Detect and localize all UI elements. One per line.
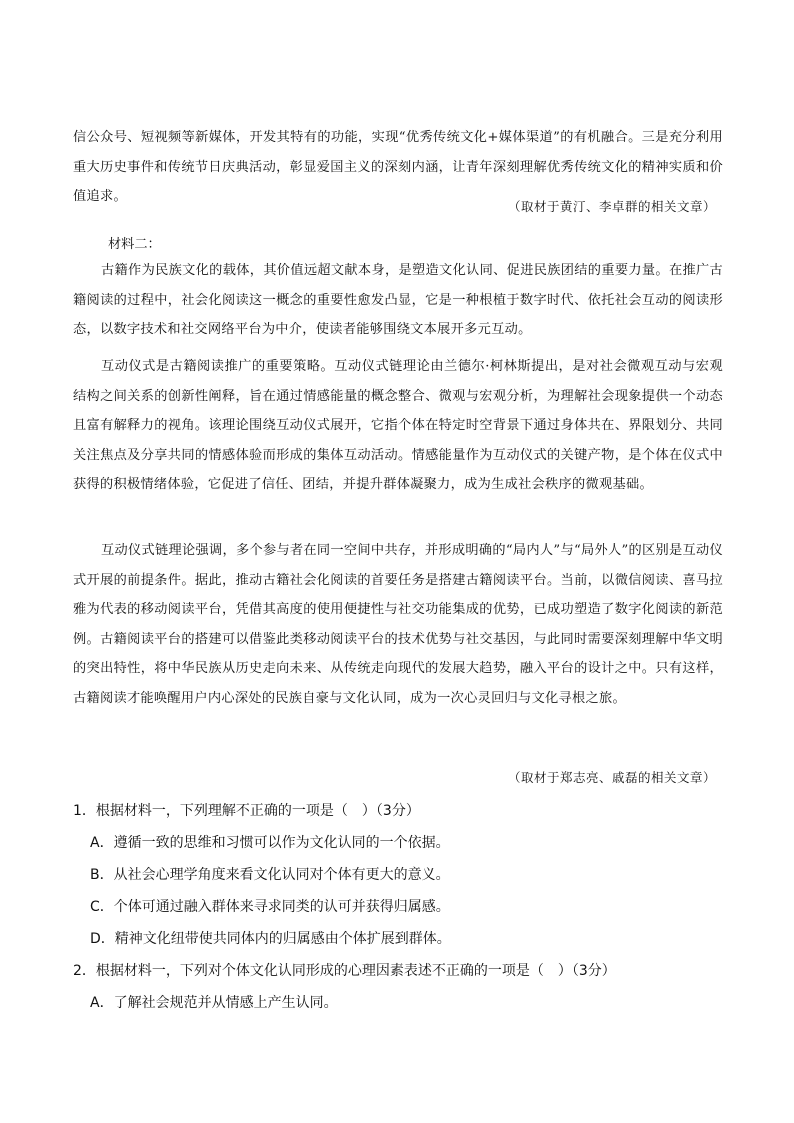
question-1-option-d: D．精神文化纽带使共同体内的归属感由个体扩展到群体。 [90, 931, 451, 947]
question-2-stem: 2．根据材料一，下列对个体文化认同形成的心理因素表述不正确的一项是（ ）（3分） [73, 963, 616, 979]
material2-source: （取材于郑志亮、戚磊的相关文章） [507, 770, 716, 785]
question-1-option-c: C．个体可通过融入群体来寻求同类的认可并获得归属感。 [90, 899, 450, 915]
material2-paragraph-1: 古籍作为民族文化的载体，其价值远超文献本身，是塑造文化认同、促进民族团结的重要力量。在推广古籍阅读的过程中，社会化阅读这一概念的重要性愈发凸显，它是一种根植于数字时代、依托社会互动的阅读形态，以数字技术和社交网络平台为中介，使读者能够围绕文本展开多元互动。 [73, 263, 723, 337]
material2-label: 材料二： [108, 237, 161, 252]
question-1-stem: 1．根据材料一，下列理解不正确的一项是（ ）（3分） [73, 803, 420, 819]
material2-paragraph-2: 互动仪式是古籍阅读推广的重要策略。互动仪式链理论由兰德尔·柯林斯提出，是对社会微观互动与宏观结构之间关系的创新性阐释，旨在通过情感能量的概念整合、微观与宏观分析，为理解社会现象提供一个动态且富有解释力的视角。该理论围绕互动仪式展开，它指个体在特定时空背景下通过身体共在、界限划分、共同关注焦点及分享共同的情感体验而形成的集体互动活动。情感能量作为互动仪式的关键产物，是个体在仪式中获得的积极情绪体验，它促进了信任、团结，并提升群体凝聚力，成为生成社会秩序的微观基础。 [73, 359, 723, 492]
question-2-option-a: A．了解社会规范并从情感上产生认同。 [90, 995, 338, 1011]
material1-source: （取材于黄汀、李卓群的相关文章） [507, 199, 716, 214]
material1-tail-paragraph: 信公众号、短视频等新媒体，开发其特有的功能，实现“优秀传统文化+媒体渠道”的有机融合。三是充分利用重大历史事件和传统节日庆典活动，彰显爱国主义的深刻内涵，让青年深刻理解优秀传统文化的精神实质和价值追求。 [73, 130, 723, 204]
material2-paragraph-3: 互动仪式链理论强调，多个参与者在同一空间中共存，并形成明确的“局内人”与“局外人”的区别是互动仪式开展的前提条件。据此，推动古籍社会化阅读的首要任务是搭建古籍阅读平台。当前，以微信阅读、喜马拉雅为代表的移动阅读平台，凭借其高度的使用便捷性与社交功能集成的优势，已成功塑造了数字化阅读的新范例。古籍阅读平台的搭建可以借鉴此类移动阅读平台的技术优势与社交基因，与此同时需要深刻理解中华文明的突出特性，将中华民族从历史走向未来、从传统走向现代的发展大趋势，融入平台的设计之中。只有这样，古籍阅读才能唤醒用户内心深处的民族自豪与文化认同，成为一次心灵回归与文化寻根之旅。 [73, 543, 723, 706]
question-1-option-a: A．遵循一致的思维和习惯可以作为文化认同的一个依据。 [90, 835, 450, 851]
question-1-option-b: B．从社会心理学角度来看文化认同对个体有更大的意义。 [90, 867, 450, 883]
